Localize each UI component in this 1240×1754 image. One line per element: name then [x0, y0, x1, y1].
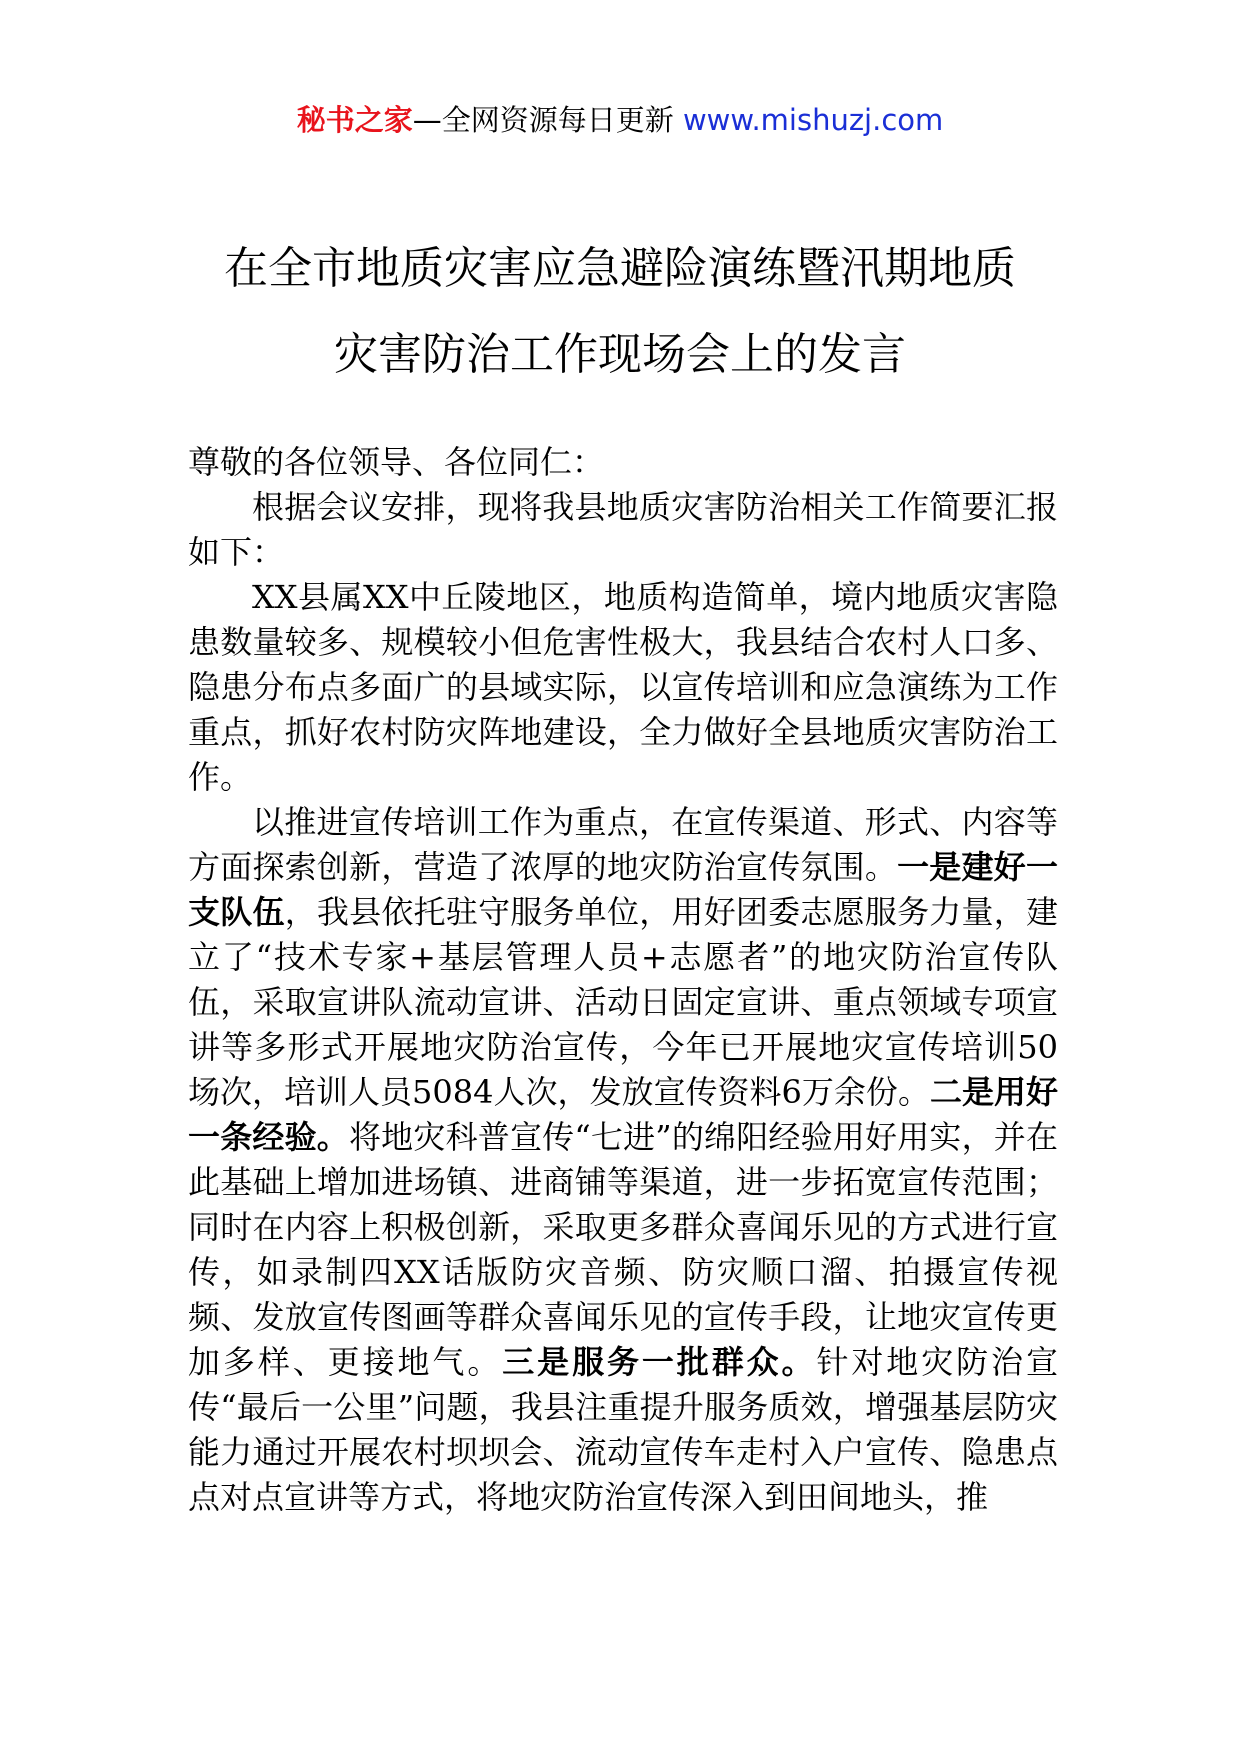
paragraph-3-intro: 以推进宣传培训工作为重点，在宣传渠道、形式、内容等方面探索创新，营造了浓厚的地灾防治宣传氛围。 [188, 803, 1058, 886]
paragraph-2: XX县属XX中丘陵地区，地质构造简单，境内地质灾害隐患数量较多、规模较小但危害性极大，我县结合农村人口多、隐患分布点多面广的县域实际，以宣传培训和应急演练为工作重点，抓好农村防灾阵地建设，全力做好全县地质灾害防治工作。 [188, 578, 1058, 796]
header-tagline: —全网资源每日更新 [412, 103, 683, 137]
site-url[interactable]: www.mishuzj.com [682, 103, 944, 137]
point-1-text: ，我县依托驻守服务单位，用好团委志愿服务力量，建立了“技术专家+基层管理人员+志愿者”的地灾防治宣传队伍，采取宣讲队流动宣讲、活动日固定宣讲、重点领域专项宣讲等多形式开展地灾防治宣传，今年已开展地灾宣传培训50场次，培训人员5084人次，发放宣传资料6万余份。 [188, 893, 1058, 1111]
title-line-2: 灾害防治工作现场会上的发言 [334, 329, 906, 380]
point-2-heading: 二是用好一条经验。 [188, 1073, 1058, 1156]
point-3-heading: 三是服务一批群众。 [502, 1343, 817, 1381]
salutation: 尊敬的各位领导、各位同仁： [188, 443, 605, 481]
title-line-1: 在全市地质灾害应急避险演练暨汛期地质 [224, 243, 1016, 294]
document-title [150, 226, 1090, 398]
paragraph-3 [188, 800, 1058, 1520]
point-1-heading: 一是建好一支队伍 [188, 848, 1058, 931]
paragraph-1: 根据会议安排，现将我县地质灾害防治相关工作简要汇报如下： [188, 488, 1058, 571]
point-3-text: 针对地灾防治宣传“最后一公里”问题，我县注重提升服务质效，增强基层防灾能力通过开展农村坝坝会、流动宣传车走村入户宣传、隐患点点对点宣讲等方式，将地灾防治宣传深入到田间地头，推 [188, 1343, 1058, 1516]
site-header [0, 100, 1240, 140]
document-body [188, 440, 1058, 1520]
point-2-text: 将地灾科普宣传“七进”的绵阳经验用好用实，并在此基础上增加进场镇、进商铺等渠道，进一步拓宽宣传范围；同时在内容上积极创新，采取更多群众喜闻乐见的方式进行宣传，如录制四XX话版防灾音频、防灾顺口溜、拍摄宣传视频、发放宣传图画等群众喜闻乐见的宣传手段，让地灾宣传更加多样、更接地气。 [188, 1118, 1058, 1381]
brand-name: 秘书之家 [296, 103, 413, 137]
